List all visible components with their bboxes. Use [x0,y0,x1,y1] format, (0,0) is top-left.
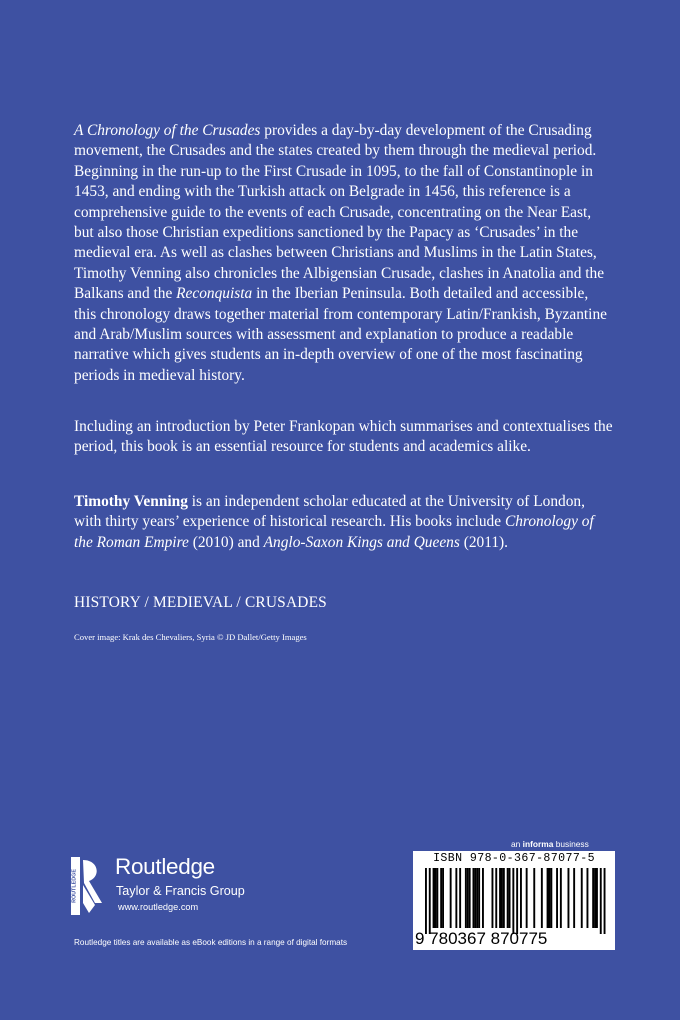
barcode-bar [440,868,442,928]
author-book-2: Anglo-Saxon Kings and Queens [263,533,460,551]
barcode-bar [450,868,452,928]
publisher-url: www.routledge.com [118,902,199,912]
author-bio [74,492,614,553]
reconquista-term: Reconquista [176,285,253,303]
barcode-bars [413,868,615,934]
routledge-r-icon [71,857,103,915]
barcode-bar [473,868,475,928]
barcode-bar [533,868,535,928]
barcode-bar [499,868,501,928]
barcode-bar [465,868,467,928]
routledge-logo [71,853,261,923]
barcode-bar [501,868,503,928]
author-name: Timothy Venning [74,493,188,510]
barcode-bar [436,868,438,928]
barcode-guard-bar [516,868,518,934]
isbn-label: ISBN 978-0-367-87077-5 [433,852,595,865]
barcode-bar [550,868,552,928]
isbn-barcode [413,851,615,950]
blurb-intro: provides a day-by-day development of the Crusading movement, the Crusades and the states created by them through the medieval period. Beginning in the run-up to the First Crusade in 1095, to the fall of Constantinople in 1453, and ending with the Turkish attack on Belgrade in 1456, this reference is a comprehensive guide to the events of each Crusade, concentrating on the Near East, but also those Christian expeditions sanctioned by the Papacy as ‘Crusades’ in the medieval era. As well as clashes between Christians and Muslims in the Latin States, Timothy Venning also chronicles the Albigensian Crusade, clashes in Anatolia and the Balkans and the [74,122,605,303]
barcode-bar [459,868,461,928]
barcode-bar [492,868,494,928]
barcode-bar [596,868,598,928]
author-book-2-year: (2011). [459,533,509,551]
barcode-guard-bar [600,868,602,934]
barcode-bar [507,868,509,928]
barcode-bar [581,868,583,928]
barcode-bar [560,868,562,928]
barcode-guard-bar [604,868,606,934]
barcode-bar [541,868,543,928]
blurb-paragraph [74,121,614,386]
ean-digits: 9 780367 870775 [415,929,548,948]
author-bio-text: is an independent scholar educated at the University of London, with thirty years’ experience of historical research. His books include [74,493,585,531]
ebook-note: Routledge titles are available as eBook editions in a range of digital formats [74,938,348,947]
publisher-group: Taylor & Francis Group [116,884,245,898]
introduction-paragraph: Including an introduction by Peter Frankopan which summarises and contextualises the period, this book is an essential resource for students and academics alike. [74,418,613,456]
barcode-bar [573,868,575,928]
barcode-bar [476,868,478,928]
barcode-bar [549,868,551,928]
barcode-guard-bar [425,868,427,934]
cover-image-credit: Cover image: Krak des Chevaliers, Syria © JD Dallet/Getty Images [74,632,307,642]
barcode-bar [442,868,444,928]
barcode-bar [482,868,484,928]
publisher-name: Routledge [115,854,215,879]
author-book-1-year: (2010) and [188,533,264,551]
barcode-bar [568,868,570,928]
logo-side-text: ROUTLEDGE [71,869,78,903]
barcode-bar [433,868,435,928]
barcode-bar [474,868,476,928]
book-title: A Chronology of the Crusades [74,122,261,139]
barcode-bar [509,868,511,928]
barcode-bar [435,868,437,928]
barcode-bar [592,868,594,928]
author-book-1: Chronology of the Roman Empire [74,513,594,551]
subject-categories: HISTORY / MEDIEVAL / CRUSADES [74,594,327,611]
blurb-rest: in the Iberian Peninsula. Both detailed and accessible, this chronology draws together material from contemporary Latin/Frankish, Byzantine and Arab/Muslim sources with assessment and explanation to produce a readable narrative which gives students an in-depth overview of one of the most fascinating periods in medieval history. [74,285,607,384]
barcode-bar [467,868,469,928]
barcode-bar [503,868,505,928]
barcode-bar [495,868,497,928]
informa-tagline: an informa business [511,839,589,849]
barcode-bar [556,868,558,928]
barcode-bar [587,868,589,928]
barcode-bar [526,868,528,928]
barcode-guard-bar [512,868,514,934]
informa-brand: informa [522,839,554,849]
barcode-bar [547,868,549,928]
barcode-bar [478,868,480,928]
barcode-bar [594,868,596,928]
barcode-guard-bar [429,868,431,934]
barcode-bar [469,868,471,928]
barcode-bar [455,868,457,928]
barcode-bar [520,868,522,928]
